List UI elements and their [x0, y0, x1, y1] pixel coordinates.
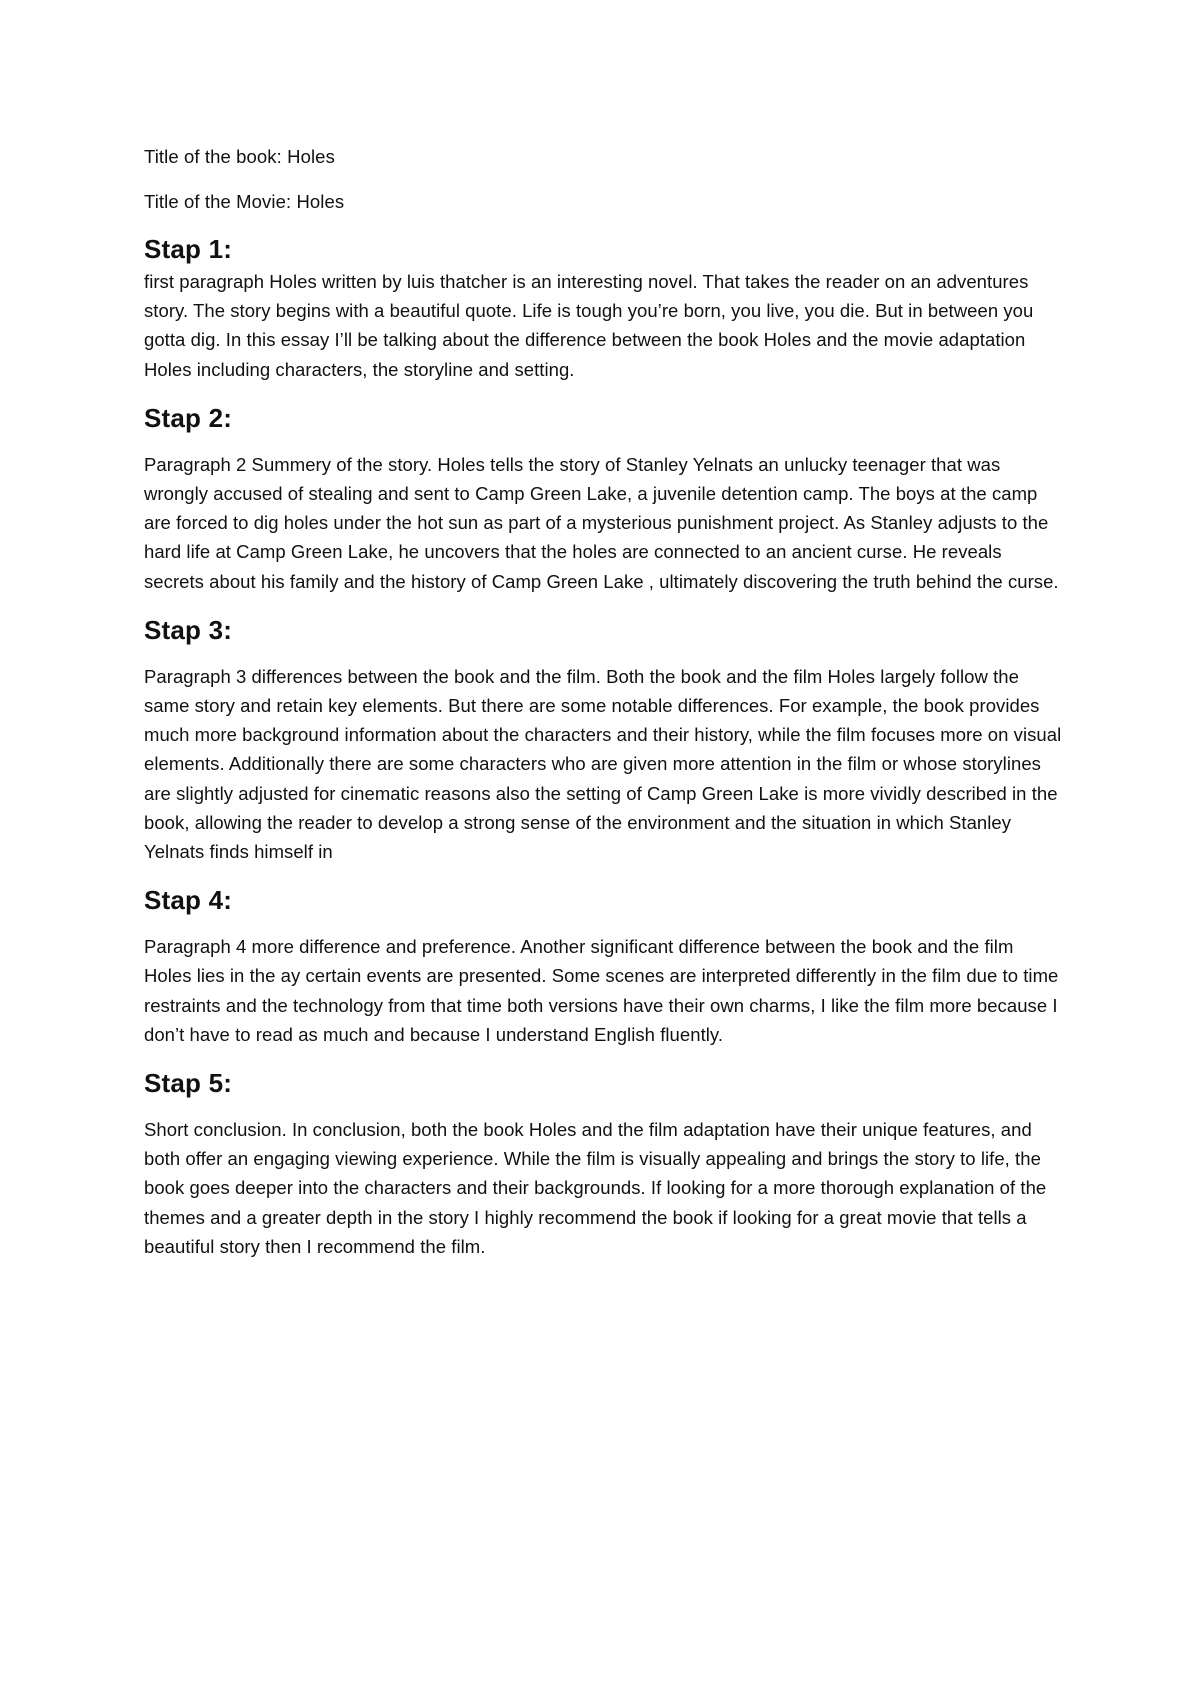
step-1-heading: Stap 1: [144, 234, 233, 264]
step-2-section [144, 400, 1064, 596]
step-5-section [144, 1065, 1064, 1261]
step-4-paragraph: Paragraph 4 more difference and preference. Another significant difference between the book and the film Holes lies in the ay certain events are presented. Some scenes are interpreted differently in the film due to time restraints and the technology from that time both versions have their own charms, I like the film more because I don’t have to read as much and because I understand English fluently. [144, 936, 1059, 1045]
step-5-heading: Stap 5: [144, 1068, 233, 1099]
step-2-paragraph: Paragraph 2 Summery of the story. Holes tells the story of Stanley Yelnats an unlucky teenager that was wrongly accused of stealing and sent to Camp Green Lake, a juvenile detention camp. The boys at the camp are forced to dig holes under the hot sun as part of a mysterious punishment project. As Stanley adjusts to the hard life at Camp Green Lake, he uncovers that the holes are connected to an ancient curse. He reveals secrets about his family and the history of Camp Green Lake , ultimately discovering the truth behind the curse. [144, 453, 1059, 592]
book-title-line: Title of the book: Holes [144, 146, 335, 167]
document-body [144, 142, 1064, 1277]
step-3-section [144, 612, 1064, 866]
step-3-paragraph: Paragraph 3 differences between the book and the film. Both the book and the film Holes largely follow the same story and retain key elements. But there are some notable differences. For example, the book provides much more background information about the characters and their history, while the film focuses more on visual elements. Additionally there are some characters who are given more attention in the film or whose storylines are slightly adjusted for cinematic reasons also the setting of Camp Green Lake is more vividly described in the book, allowing the reader to develop a strong sense of the environment and the situation in which Stanley Yelnats finds himself in [144, 665, 1062, 863]
step-3-heading: Stap 3: [144, 614, 233, 645]
step-5-paragraph: Short conclusion. In conclusion, both the book Holes and the film adaptation have their unique features, and both offer an engaging viewing experience. While the film is visually appealing and brings the story to life, the book goes deeper into the characters and their backgrounds. If looking for a more thorough explanation of the themes and a greater depth in the story I highly recommend the book if looking for a great movie that tells a beautiful story then I recommend the film. [144, 1119, 1047, 1257]
movie-title-line: Title of the Movie: Holes [144, 191, 345, 212]
step-4-section [144, 882, 1064, 1049]
step-2-heading: Stap 2: [144, 402, 233, 433]
step-1-section [144, 231, 1064, 384]
step-1-paragraph: first paragraph Holes written by luis thatcher is an interesting novel. That takes the reader on an adventures story. The story begins with a beautiful quote. Life is tough you’re born, you live, you die. But in between you gotta dig. In this essay I’ll be talking about the difference between the book Holes and the movie adaptation Holes including characters, the storyline and setting. [144, 271, 1034, 380]
step-4-heading: Stap 4: [144, 885, 233, 916]
